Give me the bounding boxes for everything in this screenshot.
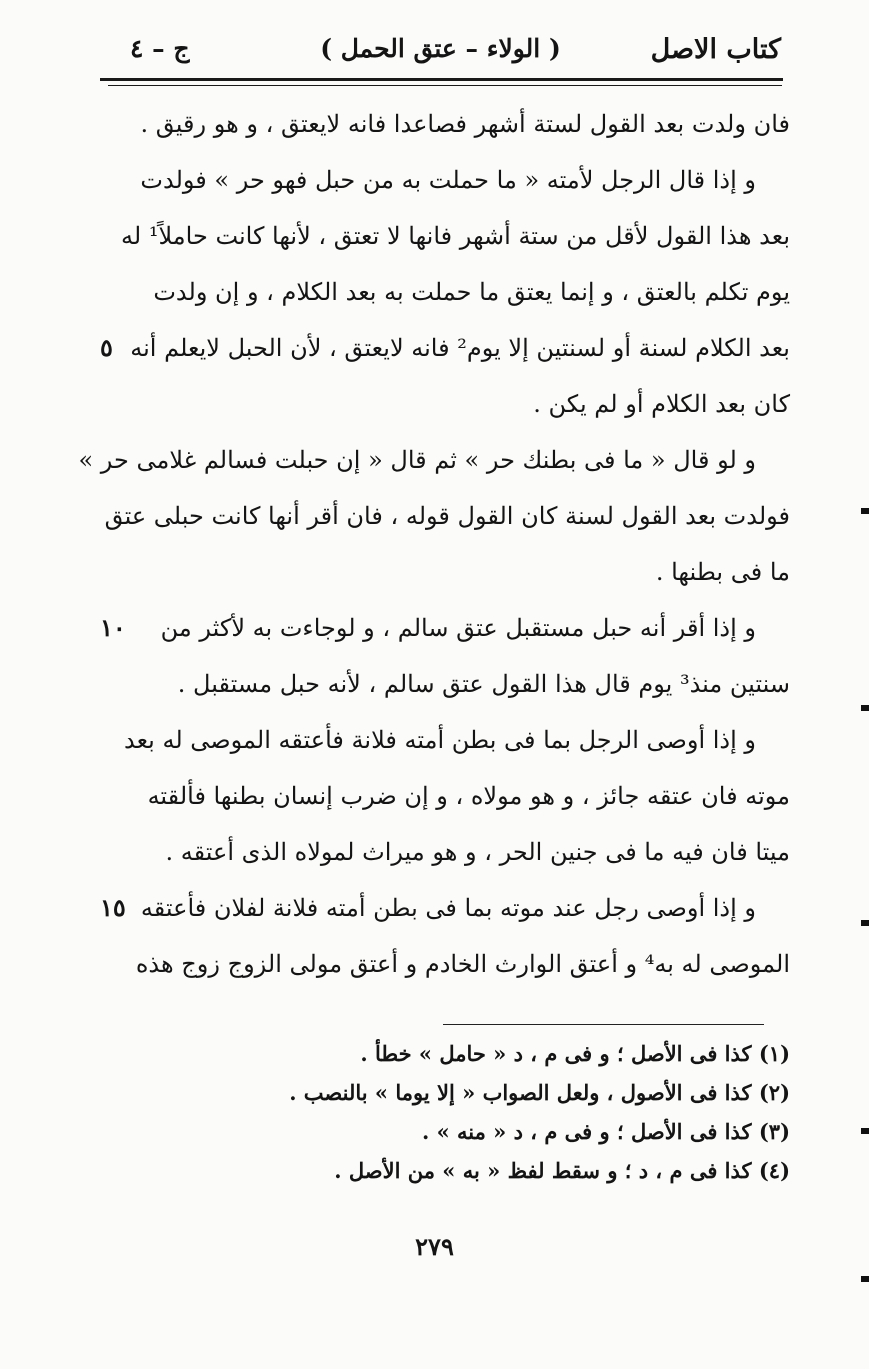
line-text: و إذا أقر أنه حبل مستقبل عتق سالم ، و لوجاءت به لأكثر من	[160, 614, 756, 642]
scan-edge-mark	[861, 920, 869, 926]
volume-label: ج – ٤	[130, 34, 190, 63]
text-line	[60, 264, 790, 320]
text-line	[60, 656, 790, 712]
text-line	[60, 432, 790, 488]
footnote-3: (٣) كذا فى الأصل ؛ و فى م ، د « منه » .	[421, 1119, 790, 1144]
text-line	[60, 544, 790, 600]
text-line	[60, 880, 790, 936]
chapter-title: ( الولاء – عتق الحمل )	[320, 34, 561, 63]
text-line	[60, 936, 790, 992]
text-line	[60, 600, 790, 656]
line-text: و إذا أوصى رجل عند موته بما فى بطن أمته فلانة لفلان فأعتقه	[140, 894, 756, 922]
line-text: بعد هذا القول لأقل من ستة أشهر فانها لا تعتق ، لأنها كانت حاملاً¹ له	[121, 222, 790, 250]
text-line	[60, 488, 790, 544]
body-text	[60, 96, 790, 992]
running-header	[100, 30, 781, 74]
text-line	[60, 768, 790, 824]
line-number: ١٥	[100, 893, 126, 922]
line-text: كان بعد الكلام أو لم يكن .	[533, 390, 790, 418]
line-text: بعد الكلام لسنة أو لسنتين إلا يوم² فانه لايعتق ، لأن الحبل لايعلم أنه	[130, 334, 790, 362]
line-text: موته فان عتقه جائز ، و هو مولاه ، و إن ضرب إنسان بطنها فألقته	[147, 782, 790, 810]
footnote-separator	[443, 1024, 764, 1025]
page-number: ٢٧٩	[415, 1232, 454, 1261]
line-text: الموصى له به⁴ و أعتق الوارث الخادم و أعتق مولى الزوج زوج هذه	[135, 950, 790, 978]
scan-edge-mark	[861, 1128, 869, 1134]
line-text: سنتين منذ³ يوم قال هذا القول عتق سالم ، لأنه حبل مستقبل .	[177, 670, 790, 698]
text-line	[60, 376, 790, 432]
footnote-1: (١) كذا فى الأصل ؛ و فى م ، د « حامل » خطأ .	[360, 1041, 790, 1066]
text-line	[60, 208, 790, 264]
line-text: ما فى بطنها .	[655, 558, 790, 586]
line-text: يوم تكلم بالعتق ، و إنما يعتق ما حملت به بعد الكلام ، و إن ولدت	[153, 278, 790, 306]
text-line	[60, 152, 790, 208]
line-text: فولدت بعد القول لسنة كان القول قوله ، فان أقر أنها كانت حبلى عتق	[104, 502, 790, 530]
line-text: و إذا قال الرجل لأمته « ما حملت به من حبل فهو حر » فولدت	[140, 166, 756, 194]
footnote-2: (٢) كذا فى الأصول ، ولعل الصواب « إلا يوما » بالنصب .	[289, 1080, 790, 1105]
scan-edge-mark	[861, 705, 869, 711]
line-text: فان ولدت بعد القول لستة أشهر فصاعدا فانه لايعتق ، و هو رقيق .	[140, 110, 790, 138]
line-text: و لو قال « ما فى بطنك حر » ثم قال « إن حبلت فسالم غلامى حر »	[78, 446, 756, 474]
line-number: ١٠	[100, 613, 126, 642]
scan-edge-mark	[861, 508, 869, 514]
text-line	[60, 96, 790, 152]
header-rule-thick	[100, 78, 783, 81]
line-number: ٥	[100, 333, 113, 362]
text-line	[60, 320, 790, 376]
line-text: و إذا أوصى الرجل بما فى بطن أمته فلانة فأعتقه الموصى له بعد	[123, 726, 756, 754]
scan-edge-mark	[861, 1276, 869, 1282]
line-text: ميتا فان فيه ما فى جنين الحر ، و هو ميراث لمولاه الذى أعتقه .	[165, 838, 790, 866]
footnotes	[160, 1034, 790, 1190]
text-line	[60, 824, 790, 880]
footnote-4: (٤) كذا فى م ، د ؛ و سقط لفظ « به » من الأصل .	[334, 1158, 790, 1183]
header-rule-thin	[108, 85, 782, 86]
book-title: كتاب الاصل	[650, 34, 781, 65]
text-line	[60, 712, 790, 768]
